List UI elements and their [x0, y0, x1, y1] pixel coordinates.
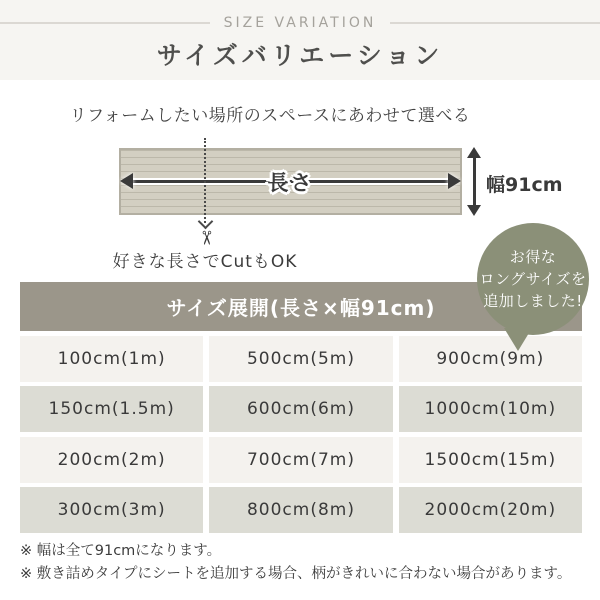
table-row — [20, 386, 582, 432]
table-row — [20, 487, 582, 533]
size-cell: 700cm(7m) — [209, 437, 392, 483]
divider-line — [0, 22, 210, 24]
size-cell: 900cm(9m) — [399, 336, 582, 382]
eyebrow-label: SIZE VARIATION — [223, 15, 377, 31]
size-cell: 150cm(1.5m) — [20, 386, 203, 432]
footnotes — [20, 540, 582, 586]
badge-tail — [504, 328, 532, 351]
long-size-badge — [477, 223, 589, 335]
size-cell: 2000cm(20m) — [399, 487, 582, 533]
width-arrowhead-top — [467, 147, 481, 158]
badge-line: お得な — [509, 248, 557, 266]
cut-dotted-line — [204, 138, 206, 223]
size-cell: 600cm(6m) — [209, 386, 392, 432]
size-cell: 1000cm(10m) — [399, 386, 582, 432]
size-cell: 500cm(5m) — [209, 336, 392, 382]
width-arrowhead-bottom — [467, 205, 481, 216]
eyebrow-row — [0, 15, 600, 31]
size-cell: 300cm(3m) — [20, 487, 203, 533]
size-cell: 200cm(2m) — [20, 437, 203, 483]
badge-line: 追加しました! — [483, 292, 583, 310]
page-title: サイズバリエーション — [156, 41, 444, 70]
length-label: 長さ — [267, 171, 314, 195]
cut-note: 好きな長さでCutもOK — [112, 252, 298, 272]
lead-text: リフォームしたい場所のスペースにあわせて選べる — [69, 106, 471, 126]
size-cell: 800cm(8m) — [209, 487, 392, 533]
size-cell: 100cm(1m) — [20, 336, 203, 382]
divider-line — [390, 22, 600, 24]
width-arrow — [473, 154, 476, 209]
table-row — [20, 336, 582, 382]
size-table-header: サイズ展開(長さ×幅91cm) — [20, 282, 582, 331]
width-label: 幅91cm — [486, 174, 563, 196]
table-row — [20, 437, 582, 483]
footnote: ※ 幅は全て91cmになります。 — [20, 543, 222, 559]
size-cell: 1500cm(15m) — [399, 437, 582, 483]
footnote: ※ 敷き詰めタイプにシートを追加する場合、柄がきれいに合わない場合があります。 — [20, 566, 572, 582]
heading-section — [0, 0, 600, 80]
badge-line: ロングサイズを — [479, 270, 587, 288]
scissors-icon: ✂ — [195, 230, 217, 246]
